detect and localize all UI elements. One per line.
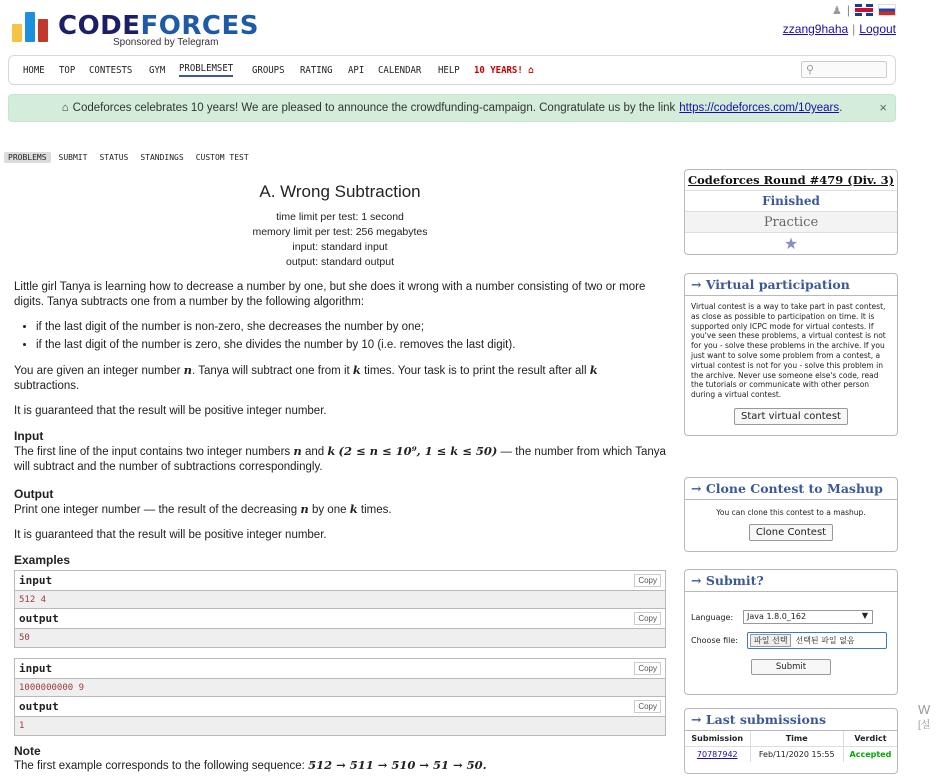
virtual-participation-text: Virtual contest is a way to take part in past contest, as close as possible to participation on time. It is supported only ICPC mode for virtual contests. If you've seen these problems, a virtual contest is not for you - solve these problems in the archive. If you just want to solve some problem from a contest, a virtual contest is not for you - solve this problem in the archive. Never use someone else's code, read the tutorials or communicate with other person during a virtual contest. — [691, 302, 886, 400]
problem-statement — [14, 176, 666, 774]
submit-button[interactable]: Submit — [751, 659, 831, 675]
column-verdict: Verdict — [843, 731, 897, 747]
copy-button[interactable]: Copy — [634, 612, 661, 625]
last-submissions-table — [685, 731, 897, 762]
submit-title: → Submit? — [685, 570, 897, 592]
codeforces-logo[interactable] — [8, 8, 259, 50]
file-input[interactable] — [747, 632, 887, 649]
problem-legend: Little girl Tanya is learning how to decrease a number by one, but she does it wrong with a number consisting of two or more digits. Tanya subtracts one from a number by the following algorithm: — [14, 281, 646, 308]
example-input-value: 512 4 — [15, 591, 665, 609]
menu-10-years[interactable]: 10 YEARS! ⌂ — [474, 64, 534, 76]
copy-button[interactable]: Copy — [634, 574, 661, 587]
menu-api[interactable]: API — [347, 64, 365, 76]
verdict-badge: Accepted — [849, 750, 892, 759]
star-icon[interactable]: ★ — [783, 234, 799, 253]
round-status: Finished — [685, 191, 897, 212]
copy-button[interactable]: Copy — [634, 700, 661, 713]
examples-title: Examples — [14, 553, 71, 567]
submission-id-link[interactable]: 70787942 — [696, 750, 738, 759]
submit-box — [684, 569, 898, 695]
clone-contest-text: You can clone this contest to a mashup. — [716, 508, 866, 517]
table-row — [685, 747, 897, 763]
announcement-text: Codeforces celebrates 10 years! We are pleased to announce the crowdfunding-campaign. Congratulate us by the link — [72, 102, 676, 114]
logout-link[interactable]: Logout — [859, 22, 896, 36]
tab-submit[interactable]: SUBMIT — [58, 153, 88, 162]
logo-wordmark: CODEFORCES — [58, 11, 259, 41]
english-flag-icon[interactable] — [855, 4, 873, 16]
example-output-value: 50 — [15, 629, 665, 647]
problem-task: You are given an integer number n. Tanya will subtract one from it k times. Your task is to print the result after all k subtractions. — [14, 363, 598, 392]
tab-standings[interactable]: STANDINGS — [140, 153, 184, 162]
note-title: Note — [14, 744, 41, 758]
tab-custom-test[interactable]: CUSTOM TEST — [195, 153, 249, 162]
language-label: Language: — [691, 612, 734, 622]
lang-separator: | — [846, 3, 850, 17]
example-block — [14, 570, 666, 648]
virtual-participation-box — [684, 273, 898, 436]
example-output-value: 1 — [15, 717, 665, 735]
input-spec: The first line of the input contains two integer numbers n and k (2 ≤ n ≤ 10⁹, 1 ≤ k ≤ 50) — the number from which Tanya will subtract and the number of subtractions correspondingly. — [14, 444, 666, 473]
clone-contest-button[interactable]: Clone Contest — [749, 524, 833, 541]
language-select[interactable]: Java 1.8.0_162 ▼ — [743, 610, 873, 624]
menu-top[interactable]: TOP — [59, 64, 76, 76]
search-input[interactable] — [801, 61, 887, 78]
example-input-value: 1000000000 9 — [15, 679, 665, 697]
gift-icon: ⌂ — [528, 64, 534, 76]
output-spec: Print one integer number — the result of the decreasing n by one k times. — [14, 502, 392, 516]
menu-groups[interactable]: GROUPS — [251, 64, 285, 76]
announcement-link[interactable]: https://codeforces.com/10years — [679, 102, 840, 114]
gift-icon: ⌂ — [61, 102, 69, 114]
tab-status[interactable]: STATUS — [99, 153, 129, 162]
tab-problems[interactable]: PROBLEMS — [4, 152, 51, 163]
file-status: 선택된 파일 없음 — [795, 636, 855, 645]
example-output-label: output — [19, 612, 59, 625]
watermark-text: W [설 — [918, 702, 931, 731]
copy-button[interactable]: Copy — [634, 662, 661, 675]
virtual-participation-title: → Virtual participation — [685, 274, 897, 296]
menu-problemset[interactable]: PROBLEMSET — [179, 63, 233, 77]
guarantee-text-2: It is guaranteed that the result will be positive integer number. — [14, 529, 327, 541]
choose-file-label: Choose file: — [691, 636, 738, 645]
output-section-title: Output — [14, 487, 54, 501]
main-menu — [8, 55, 896, 85]
submission-time: Feb/11/2020 15:55 — [750, 747, 843, 763]
problem-submenu — [4, 152, 257, 163]
menu-gym[interactable]: GYM — [149, 64, 166, 76]
close-icon[interactable]: × — [879, 100, 887, 115]
search-icon: ⚲ — [806, 64, 815, 76]
example-output-label: output — [19, 700, 59, 713]
bell-icon[interactable]: ♟ — [832, 4, 842, 17]
practice-link[interactable]: Practice — [685, 212, 897, 233]
menu-rating[interactable]: RATING — [299, 64, 333, 76]
menu-contests[interactable]: CONTESTS — [89, 64, 133, 76]
logo-bars-icon — [12, 12, 52, 42]
clone-contest-title: → Clone Contest to Mashup — [685, 478, 897, 500]
rule-list: • if the last digit of the number is non-zero, she decreases the number by one; • if the last digit of the number is zero, she divides the number by 10 (i.e. removes the last digit). — [14, 320, 666, 353]
russian-flag-icon[interactable] — [878, 4, 896, 16]
last-submissions-title: → Last submissions — [685, 709, 897, 731]
example-input-label: input — [19, 574, 53, 587]
clone-contest-box — [684, 477, 898, 552]
input-section-title: Input — [14, 429, 44, 443]
column-submission: Submission — [685, 731, 750, 747]
example-input-label: input — [19, 662, 53, 675]
last-submissions-box — [684, 708, 898, 774]
problem-limits: time limit per test: 1 second memory limit per test: 256 megabytes input: standard input output: standard output — [252, 211, 428, 268]
note-text: The first example corresponds to the following sequence: 512 → 511 → 510 → 51 → 50. — [14, 758, 487, 772]
top-right-panel: ♟ | zzang9haha | Logout — [782, 3, 896, 36]
menu-calendar[interactable]: CALENDAR — [377, 64, 422, 76]
announcement-banner: ⌂ Codeforces celebrates 10 years! We are pleased to announce the crowdfunding-campaign. Congratulate us by the link https://codeforces.com/10years . × — [8, 94, 896, 122]
username-link[interactable]: zzang9haha — [782, 22, 849, 36]
round-title-link[interactable]: Codeforces Round #479 (Div. 3) — [687, 173, 895, 187]
dropdown-arrow-icon: ▼ — [861, 611, 868, 620]
choose-file-button[interactable]: 파일 선택 — [750, 634, 791, 647]
guarantee-text: It is guaranteed that the result will be positive integer number. — [14, 405, 327, 417]
start-virtual-contest-button[interactable]: Start virtual contest — [734, 408, 848, 425]
menu-home[interactable]: HOME — [23, 64, 45, 76]
menu-help[interactable]: HELP — [438, 64, 460, 76]
column-time: Time — [750, 731, 843, 747]
round-info-box — [684, 169, 898, 255]
example-block — [14, 658, 666, 736]
problem-title: A. Wrong Subtraction — [259, 182, 421, 201]
sponsor-text: Sponsored by Telegram — [113, 37, 219, 48]
